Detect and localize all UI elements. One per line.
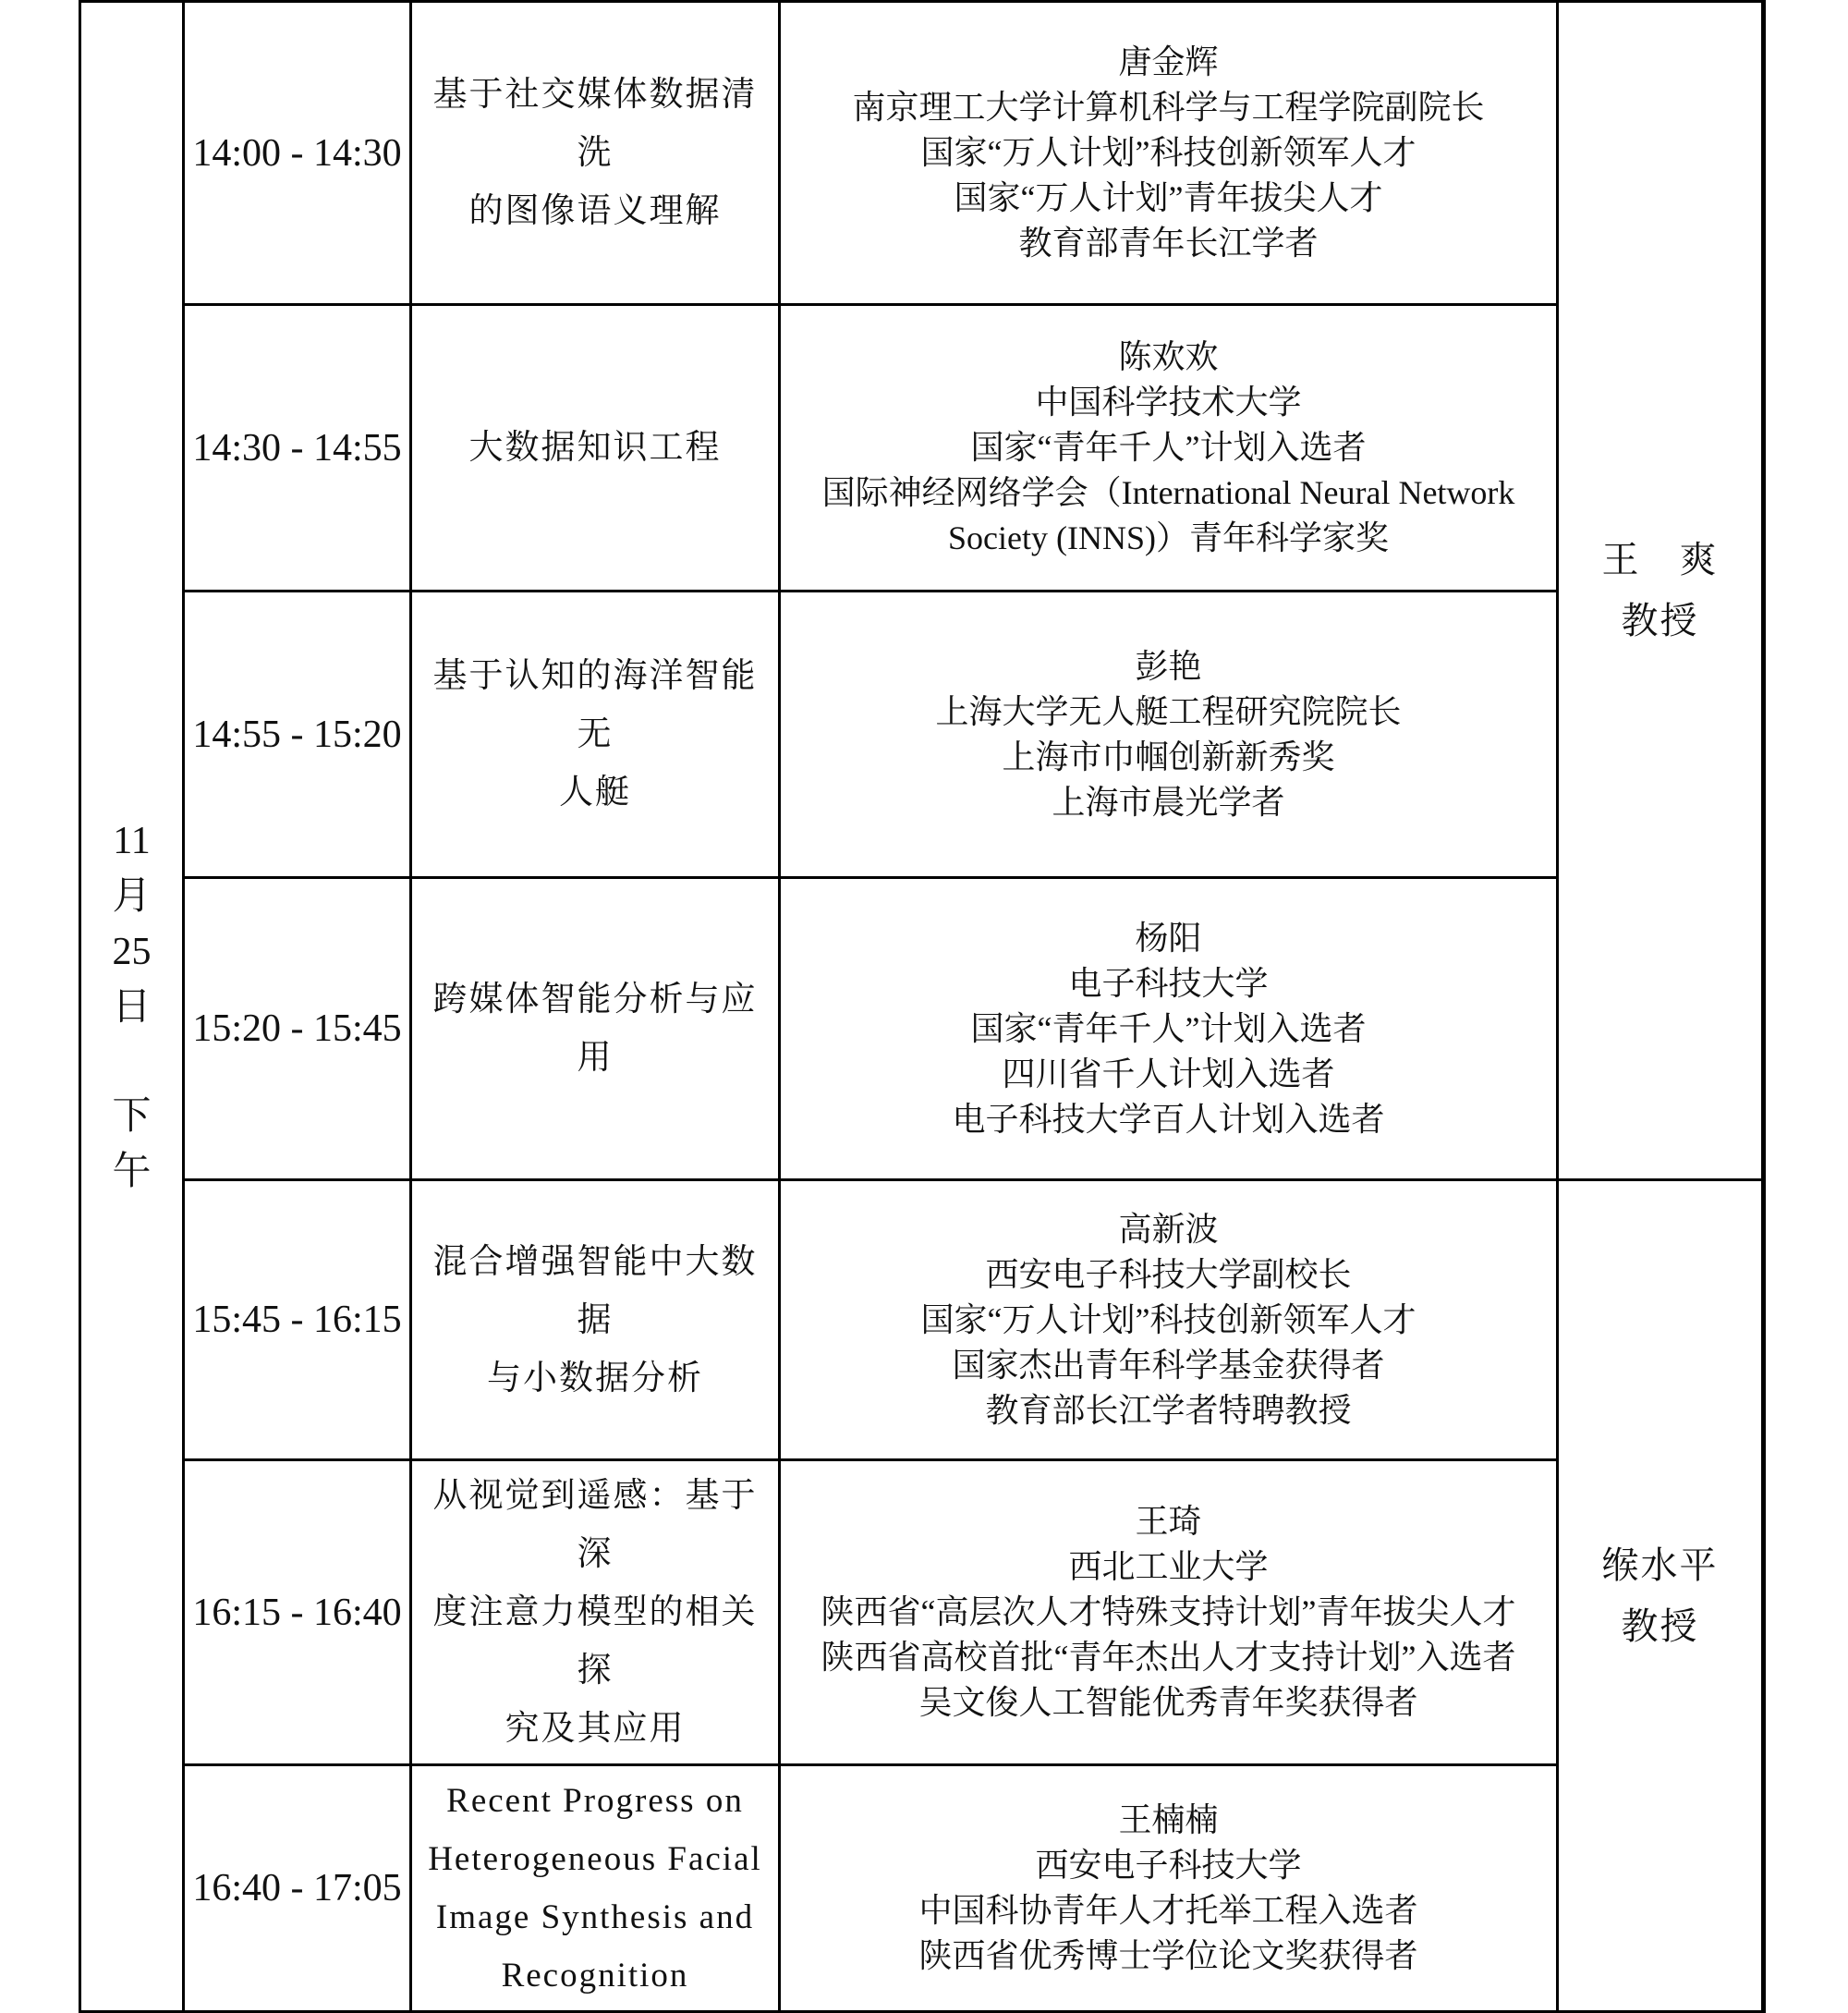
talk-title-cell <box>411 1460 780 1765</box>
text-line: 教育部青年长江学者 <box>1018 225 1319 262</box>
talk-title-cell <box>411 878 780 1180</box>
text-line: 国家“万人计划”科技创新领军人才 <box>920 134 1416 171</box>
text-line: 的图像语义理解 <box>468 192 722 230</box>
text-line: 教育部长江学者特聘教授 <box>985 1391 1352 1429</box>
text-line: 国家“万人计划”青年拔尖人才 <box>954 179 1383 216</box>
text-line: Recognition <box>501 1957 689 1995</box>
session-row <box>80 1180 1764 1460</box>
session-chair-cell <box>1558 1180 1764 2012</box>
text-line: 高新波 <box>1118 1210 1219 1248</box>
session-chair-cell <box>1558 2 1764 1180</box>
text-line: 日 <box>112 986 152 1029</box>
text-line: 基于认知的海洋智能无 <box>432 657 758 753</box>
text-line: Heterogeneous Facial <box>428 1840 762 1878</box>
text-line: 上海大学无人艇工程研究院院长 <box>935 692 1402 730</box>
text-line: 中国科协青年人才托举工程入选者 <box>918 1892 1418 1929</box>
talk-title-cell <box>411 1765 780 2012</box>
time-cell: 15:45 - 16:15 <box>184 1180 411 1460</box>
session-row <box>80 305 1764 592</box>
text-line: 国家“青年千人”计划入选者 <box>970 1009 1367 1047</box>
text-line: 究及其应用 <box>505 1710 686 1748</box>
text-line: 南京理工大学计算机科学与工程学院副院长 <box>852 89 1485 126</box>
chair-name: 缑水平 <box>1601 1543 1719 1586</box>
session-row <box>80 1460 1764 1765</box>
text-line: 度注意力模型的相关探 <box>432 1593 758 1690</box>
speaker-cell <box>780 305 1558 592</box>
text-line: 电子科技大学百人计划入选者 <box>952 1100 1385 1138</box>
time-cell: 14:30 - 14:55 <box>184 305 411 592</box>
session-row <box>80 2 1764 305</box>
text-line: 人艇 <box>559 774 631 811</box>
text-line: 国家“万人计划”科技创新领军人才 <box>920 1300 1416 1338</box>
text-line: 国家杰出青年科学基金获得者 <box>952 1346 1385 1384</box>
text-line: 月 <box>112 875 152 918</box>
session-row <box>80 1765 1764 2012</box>
text-line: 11 <box>113 820 151 862</box>
talk-title-cell <box>411 305 780 592</box>
text-line: 西安电子科技大学副校长 <box>985 1255 1352 1293</box>
chair-name: 王 爽 <box>1601 539 1719 580</box>
text-line: 彭艳 <box>1135 647 1202 685</box>
chair-title: 教授 <box>1621 1604 1699 1647</box>
text-line: 混合增强智能中大数据 <box>432 1242 758 1339</box>
text-line: 电子科技大学 <box>1068 964 1269 1002</box>
talk-title-cell <box>411 592 780 878</box>
session-row <box>80 878 1764 1180</box>
text-line: 跨媒体智能分析与应用 <box>432 981 758 1077</box>
text-line: 杨阳 <box>1135 919 1202 957</box>
speaker-cell <box>780 878 1558 1180</box>
text-line: 王楠楠 <box>1118 1801 1219 1838</box>
text-line: Image Synthesis and <box>435 1898 755 1936</box>
time-cell: 16:40 - 17:05 <box>184 1765 411 2012</box>
text-line: 国际神经网络学会（International Neural Network Society (INNS)）青年科学家奖 <box>821 474 1515 556</box>
text-line: 上海市巾帼创新新秀奖 <box>1002 738 1335 775</box>
date-cell <box>80 2 184 2012</box>
text-line: 陕西省“高层次人才特殊支持计划”青年拔尖人才 <box>821 1593 1516 1630</box>
text-line: 唐金辉 <box>1118 43 1219 80</box>
text-line: 基于社交媒体数据清洗 <box>432 76 758 172</box>
text-line: 午 <box>112 1151 152 1193</box>
text-line: 下 <box>112 1095 152 1138</box>
speaker-cell <box>780 2 1558 305</box>
text-line: 陕西省优秀博士学位论文奖获得者 <box>918 1937 1418 1974</box>
session-row <box>80 592 1764 878</box>
speaker-cell <box>780 1180 1558 1460</box>
text-line: 25 <box>112 931 152 973</box>
text-line: 西安电子科技大学 <box>1035 1847 1302 1884</box>
conference-schedule-table <box>79 0 1766 2013</box>
speaker-cell <box>780 1460 1558 1765</box>
text-line: 与小数据分析 <box>487 1359 703 1397</box>
time-cell: 14:00 - 14:30 <box>184 2 411 305</box>
text-line: Recent Progress on <box>446 1782 744 1820</box>
text-line: 王琦 <box>1135 1503 1202 1540</box>
chair-title: 教授 <box>1621 600 1699 641</box>
time-cell: 16:15 - 16:40 <box>184 1460 411 1765</box>
text-line: 陈欢欢 <box>1118 338 1219 375</box>
text-line: 上海市晨光学者 <box>1052 783 1285 821</box>
text-line: 从视觉到遥感：基于深 <box>432 1477 758 1573</box>
speaker-cell <box>780 1765 1558 2012</box>
talk-title-cell <box>411 2 780 305</box>
talk-title-cell <box>411 1180 780 1460</box>
text-line: 吴文俊人工智能优秀青年奖获得者 <box>918 1684 1418 1721</box>
time-cell: 15:20 - 15:45 <box>184 878 411 1180</box>
text-line: 四川省千人计划入选者 <box>1002 1055 1335 1092</box>
text-line: 国家“青年千人”计划入选者 <box>970 429 1367 466</box>
text-line: 大数据知识工程 <box>468 429 722 467</box>
time-cell: 14:55 - 15:20 <box>184 592 411 878</box>
text-line: 西北工业大学 <box>1068 1548 1269 1585</box>
speaker-cell <box>780 592 1558 878</box>
text-line: 陕西省高校首批“青年杰出人才支持计划”入选者 <box>821 1639 1516 1676</box>
text-line: 中国科学技术大学 <box>1035 384 1302 421</box>
